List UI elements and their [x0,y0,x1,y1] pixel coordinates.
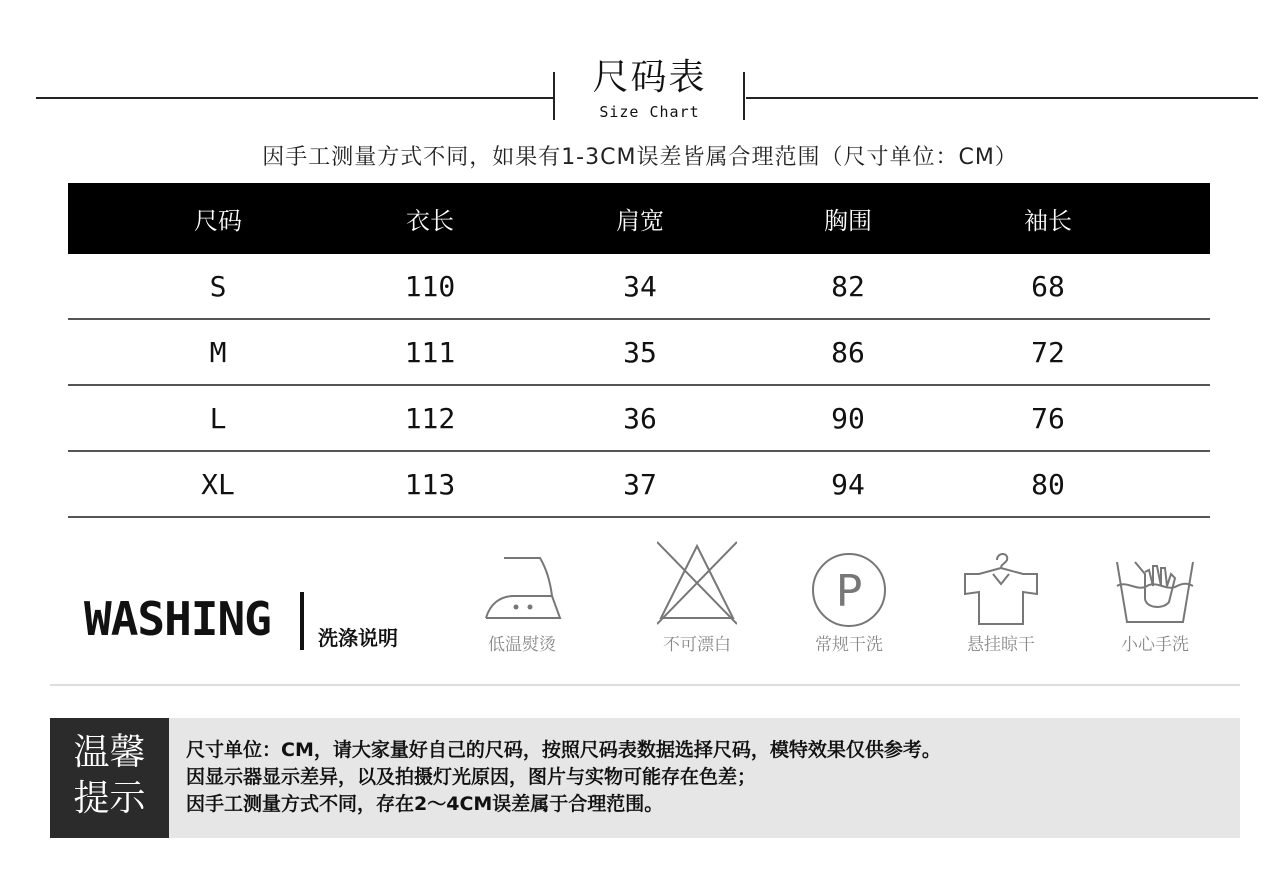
no-bleach-icon-group [637,538,757,658]
section-divider [50,684,1240,686]
dry-clean-glyph: P [835,566,863,617]
column-header-chest: 胸围 [824,207,872,235]
hand-wash-icon [1115,538,1195,630]
table-cell: L [209,401,227,435]
no-bleach-icon [657,538,737,630]
table-cell: 86 [831,335,865,369]
tips-line: 因显示器显示差异，以及拍摄灯光原因，图片与实物可能存在色差； [186,766,757,788]
no-bleach-label: 不可漂白 [663,635,731,655]
table-cell: 68 [1031,269,1065,303]
column-header-sleeve: 袖长 [1024,207,1072,235]
measurement-note: 因手工测量方式不同，如果有1-3CM误差皆属合理范围（尺寸单位：CM） [262,145,1018,170]
table-cell: XL [201,467,235,501]
tips-line: 尺寸单位：CM，请大家量好自己的尺码，按照尺码表数据选择尺码，模特效果仅供参考。 [186,739,941,761]
table-cell: 90 [831,401,865,435]
dry-clean-label: 常规干洗 [815,635,883,655]
page-subtitle: Size Chart [599,103,700,121]
washing-subtitle: 洗涤说明 [318,626,398,650]
iron-icon [482,538,562,630]
table-row [68,386,1210,452]
tips-panel [50,718,1240,838]
column-header-shoulder: 肩宽 [616,207,664,235]
table-cell: 37 [623,467,657,501]
dry-clean-icon-group [789,538,909,658]
iron-icon-group [462,538,582,658]
table-cell: 82 [831,269,865,303]
table-cell: 111 [404,335,456,369]
table-cell: 35 [623,335,657,369]
table-cell: 34 [623,269,657,303]
hang-dry-icon [961,538,1041,630]
table-cell: 36 [623,401,657,435]
column-header-size: 尺码 [194,207,242,235]
table-cell: 112 [404,401,456,435]
table-cell: M [209,335,227,369]
tips-label-line2: 提示 [73,778,146,819]
washing-title: WASHING [84,592,271,646]
size-table [68,183,1210,518]
washing-divider [300,592,304,650]
header-rule-right [746,97,1258,99]
table-cell: 94 [831,467,865,501]
hand-wash-label: 小心手洗 [1121,635,1189,655]
title-bracket-left [553,72,555,120]
table-row [68,320,1210,386]
page-title: 尺码表 [592,57,707,98]
table-cell: 80 [1031,467,1065,501]
tips-label [50,718,169,838]
column-header-length: 衣长 [406,207,454,235]
tips-text [186,737,941,818]
table-cell: 113 [404,467,456,501]
table-header [68,183,1210,254]
iron-label: 低温熨烫 [488,635,556,655]
table-cell: 76 [1031,401,1065,435]
tips-line: 因手工测量方式不同，存在2～4CM误差属于合理范围。 [186,793,664,815]
header-rule-left [36,97,554,99]
tips-label-line1: 温馨 [73,732,146,773]
hang-dry-icon-group [941,538,1061,658]
title-bracket-right [743,72,745,120]
dry-clean-icon [809,538,889,630]
hand-wash-icon-group [1095,538,1215,658]
table-row [68,452,1210,518]
table-cell: S [209,269,227,303]
table-cell: 110 [404,269,456,303]
table-cell: 72 [1031,335,1065,369]
hang-dry-label: 悬挂晾干 [967,635,1035,655]
table-row [68,254,1210,320]
